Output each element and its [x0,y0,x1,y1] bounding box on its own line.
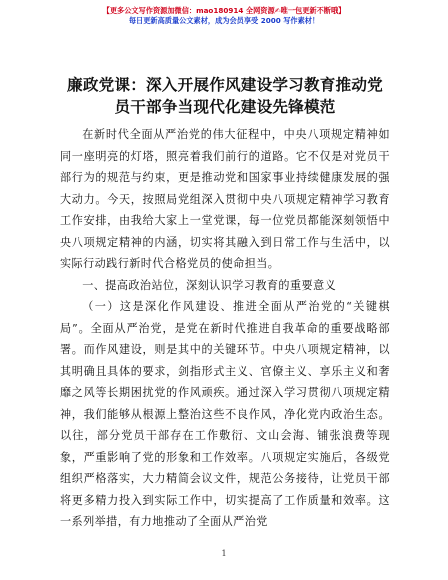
intro-paragraph: 在新时代全面从严治党的伟大征程中，中央八项规定精神如同一座明亮的灯塔，照亮着我们前行的道路。它不仅是对党员干部行为的规范与约束，更是推动党和国家事业持续健康发展的强大动力。今天，按照局党组深入贯彻中央八项规定精神学习教育工作安排，由我给大家上一堂党课，每一位党员都能深刻领悟中央八项规定精神的内涵，切实将其融入到日常工作与生活中，以实际行动践行新时代合格党员的使命担当。 [60,128,390,270]
banner-line-1: 【更多公文写作资源加微信：mao180914 全网资源✍唯一包更新不断哦】 [102,6,346,15]
page-number: 1 [221,549,227,558]
document-title: 廉政党课：深入开展作风建设学习教育推动党员干部争当现代化建设先锋模范 [67,76,383,116]
document-body [60,74,390,533]
section-heading: 一、提高政治站位，深刻认识学习教育的重要意义 [82,278,337,292]
banner-line-2: 每日更新高质量公文素材，成为会员享受 2000 写作素材！ [128,16,320,25]
body-paragraph: （一）这是深化作风建设、推进全面从严治党的“关键棋局”。全面从严治党，是党在新时代推进自我革命的重要战略部署。而作风建设，则是其中的关键环节。中央八项规定精神，以其明确且具体的要求，剑指形式主义、官僚主义、享乐主义和奢靡之风等长期困扰党的作风顽疾。通过深入学习贯彻八项规定精神，我们能够从根源上整治这些不良作风，净化党内政治生态。以往，部分党员干部存在工作敷衍、文山会海、铺张浪费等现象，严重影响了党的形象和工作效率。八项规定实施后，各级党组织严格落实，大力精简会议文件，规范公务接待，让党员干部将更多精力投入到实际工作中，切实提高了工作质量和效率。这一系列举措，有力地推动了全面从严治党 [60,300,390,528]
header-banner [0,6,448,26]
